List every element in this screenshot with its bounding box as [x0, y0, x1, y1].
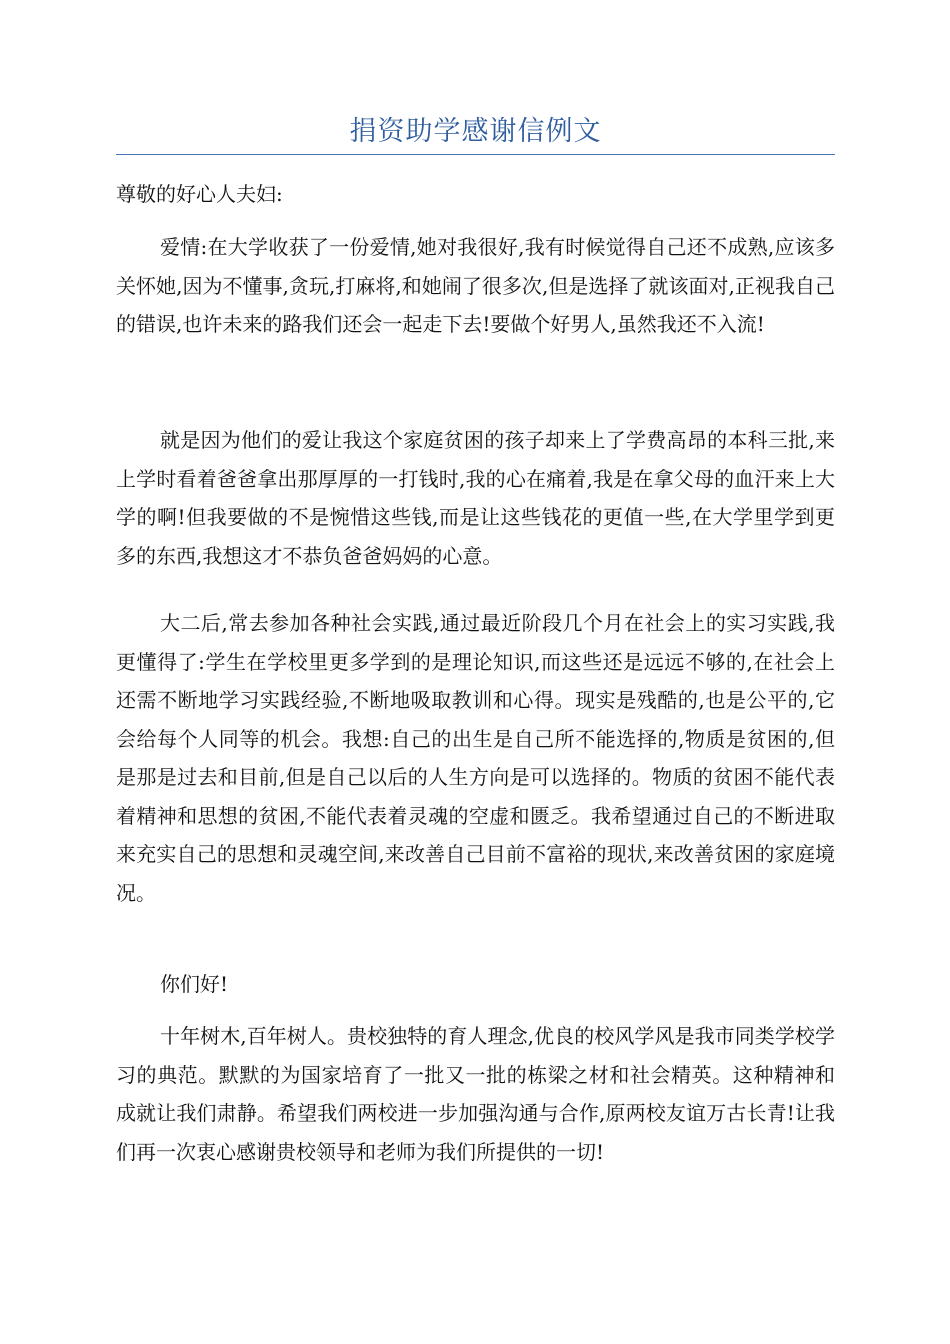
- document-page: [116, 0, 835, 1344]
- paragraph-tuition: 就是因为他们的爱让我这个家庭贫困的孩子却来上了学费高昂的本科三批,来上学时看着爸爸拿出那厚厚的一打钱时,我的心在痛着,我是在拿父母的血汗来上大学的啊!但我要做的不是惋惜这些钱,而是让这些钱花的更值一些,在大学里学到更多的东西,我想这才不恭负爸爸妈妈的心意。: [116, 428, 835, 568]
- document-title: 捐资助学感谢信例文: [349, 116, 602, 147]
- paragraph-love: 爱情:在大学收获了一份爱情,她对我很好,我有时候觉得自己还不成熟,应该多关怀她,因为不懂事,贪玩,打麻将,和她闹了很多次,但是选择了就该面对,正视我自己的错误,也许未来的路我们还会一起走下去!要做个好男人,虽然我还不入流!: [116, 235, 835, 336]
- title-underline: [116, 154, 835, 155]
- salutation: 尊敬的好心人夫妇:: [116, 182, 283, 206]
- paragraph-thanks: 十年树木,百年树人。贵校独特的育人理念,优良的校风学风是我市同类学校学习的典范。默默的为国家培育了一批又一批的栋梁之材和社会精英。这种精神和成就让我们肃静。希望我们两校进一步加强沟通与合作,原两校友谊万古长青!让我们再一次衷心感谢贵校领导和老师为我们所提供的一切!: [116, 1024, 835, 1164]
- paragraph-practice: 大二后,常去参加各种社会实践,通过最近阶段几个月在社会上的实习实践,我更懂得了:学生在学校里更多学到的是理论知识,而这些还是远远不够的,在社会上还需不断地学习实践经验,不断地吸取教训和心得。现实是残酷的,也是公平的,它会给每个人同等的机会。我想:自己的出生是自己所不能选择的,物质是贫困的,但是那是过去和目前,但是自己以后的人生方向是可以选择的。物质的贫困不能代表着精神和思想的贫困,不能代表着灵魂的空虚和匮乏。我希望通过自己的不断进取来充实自己的思想和灵魂空间,来改善自己目前不富裕的现状,来改善贫困的家庭境况。: [116, 611, 835, 905]
- paragraph-greeting: 你们好!: [160, 972, 229, 996]
